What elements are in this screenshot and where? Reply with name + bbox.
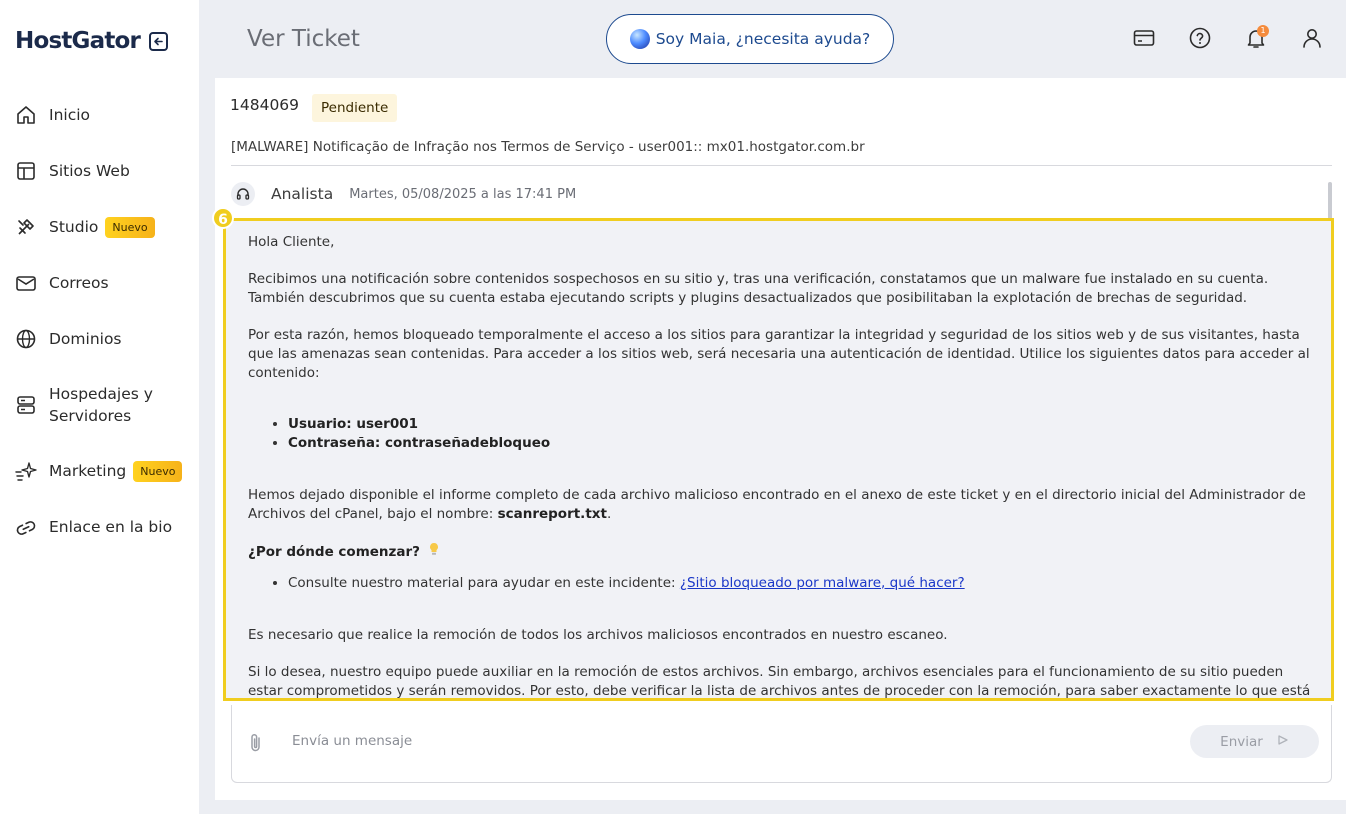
- message-paragraph-3-end: .: [606, 506, 612, 522]
- new-badge: Nuevo: [105, 217, 154, 238]
- send-button[interactable]: [1190, 725, 1319, 758]
- credential-password: [288, 434, 1314, 453]
- sidebar-item-sitios-web[interactable]: [15, 160, 130, 182]
- maia-orb-icon: [630, 29, 650, 49]
- start-heading-text: ¿Por dónde comenzar?: [248, 544, 420, 560]
- collapse-sidebar-button[interactable]: [149, 32, 168, 51]
- credential-password-text: Contraseña: contraseñadebloqueo: [288, 435, 551, 451]
- start-list: [288, 574, 1314, 593]
- sidebar-item-label: Sitios Web: [49, 162, 130, 180]
- home-icon: [15, 104, 37, 126]
- maia-assistant-button[interactable]: [606, 14, 894, 64]
- maia-assistant-label: Soy Maia, ¿necesita ayuda?: [655, 30, 871, 48]
- new-badge: Nuevo: [133, 461, 182, 482]
- sidebar-item-studio[interactable]: [15, 216, 155, 238]
- malware-help-link[interactable]: ¿Sitio bloqueado por malware, qué hacer?: [679, 575, 965, 591]
- user-icon[interactable]: [1299, 25, 1325, 51]
- message-paragraph-2: Por esta razón, hemos bloqueado temporalmente el acceso a los sitios para garantizar la integridad y seguridad de los sitios web y de sus visitantes, hasta que las amenazas sean contenidas. Para acceder a los sitios web, será necesaria una autenticación de identidad. Utilice los siguientes datos para acceder al contenido:: [248, 327, 1310, 381]
- message-paragraph-1-line-1: Recibimos una notificación sobre contenidos sospechosos en su sitio y, tras una verificación, constatamos que un malware fue instalado en su cuenta.: [248, 271, 1269, 287]
- highlight-step-marker: 6: [212, 207, 234, 229]
- ticket-id: 1484069: [230, 96, 300, 114]
- start-item-text: Consulte nuestro material para ayudar en este incidente:: [288, 575, 680, 591]
- send-button-label: Enviar: [1220, 733, 1263, 750]
- sidebar-item-dominios[interactable]: [15, 328, 122, 350]
- sidebar-item-label: Correos: [49, 274, 109, 292]
- design-tools-icon: [15, 216, 37, 238]
- message-body-highlight: [223, 218, 1334, 701]
- notifications-bell-icon[interactable]: [1243, 25, 1269, 51]
- divider: [231, 165, 1332, 166]
- headset-icon: [231, 182, 255, 206]
- message-paragraph-1: [248, 270, 1314, 308]
- page-title: Ver Ticket: [247, 26, 360, 52]
- sidebar-item-label: Studio: [49, 218, 99, 236]
- link-icon: [15, 516, 37, 538]
- lightbulb-icon: [428, 542, 440, 562]
- server-icon: [15, 394, 37, 416]
- credential-user: [288, 415, 1314, 434]
- sidebar-item-label-line2: Servidores: [49, 407, 132, 425]
- message-input[interactable]: [292, 733, 1092, 749]
- message-paragraph-1-line-2: También descubrimos que su cuenta estaba ejecutando scripts y plugins desactualizados que posibilitaban la explotación de brechas de seguridad.: [248, 290, 1248, 306]
- start-list-item: [288, 574, 1314, 593]
- ticket-subject: [MALWARE] Notificação de Infração nos Termos de Serviço - user001:: mx01.hostgator.com.br: [231, 139, 865, 155]
- paperclip-icon[interactable]: [246, 732, 266, 754]
- sidebar-item-inicio[interactable]: [15, 104, 90, 126]
- arrow-left-icon: [153, 36, 164, 47]
- message-header: [231, 182, 576, 206]
- sidebar-item-label-group: [37, 383, 153, 427]
- credential-user-text: Usuario: user001: [288, 416, 419, 432]
- layout-icon: [15, 160, 37, 182]
- message-greeting: Hola Cliente,: [248, 234, 335, 250]
- ticket-card: [215, 78, 1346, 800]
- sidebar-item-label: Dominios: [49, 330, 122, 348]
- sidebar-item-marketing[interactable]: [15, 460, 182, 482]
- logo-row: [15, 28, 168, 54]
- sidebar-item-enlace-bio[interactable]: [15, 516, 172, 538]
- notification-count-badge: 1: [1257, 25, 1269, 37]
- message-paragraph-4: Es necesario que realice la remoción de todos los archivos maliciosos encontrados en nuestro escaneo.: [248, 627, 948, 643]
- billing-card-icon[interactable]: [1131, 25, 1157, 51]
- globe-icon: [15, 328, 37, 350]
- sidebar-item-label: Marketing: [49, 462, 127, 480]
- mail-icon: [15, 272, 37, 294]
- credentials-list: [288, 415, 1314, 453]
- message-paragraph-3-text: Hemos dejado disponible el informe completo de cada archivo malicioso encontrado en el anexo de este ticket y en el directorio inicial del Administrador de Archivos del cPanel, bajo el nombre:: [248, 487, 1306, 522]
- sidebar: [0, 0, 199, 814]
- message-author: Analista: [271, 185, 334, 203]
- sidebar-item-hospedajes[interactable]: [15, 383, 153, 427]
- sidebar-item-label: Enlace en la bio: [49, 518, 173, 536]
- sidebar-item-correos[interactable]: [15, 272, 109, 294]
- message-date: Martes, 05/08/2025 a las 17:41 PM: [349, 186, 577, 202]
- start-heading: [248, 542, 1314, 562]
- message-body: [248, 233, 1314, 701]
- top-header: [199, 0, 1346, 78]
- sparkle-icon: [15, 460, 37, 482]
- help-icon[interactable]: [1187, 25, 1213, 51]
- status-badge: Pendiente: [312, 94, 397, 122]
- send-arrow-icon: [1277, 734, 1289, 749]
- hostgator-logo[interactable]: HostGator: [15, 28, 141, 54]
- sidebar-item-label: Hospedajes y: [49, 385, 153, 403]
- report-filename: scanreport.txt: [497, 506, 607, 522]
- message-paragraph-3: [248, 486, 1314, 524]
- message-composer: [231, 705, 1332, 783]
- message-paragraph-5: Si lo desea, nuestro equipo puede auxiliar en la remoción de estos archivos. Sin embargo, archivos esenciales para el funcionamiento de su sitio pueden estar comprometidos y serán removidos. Por esto, debe verificar la lista de archivos antes de proceder con la remoción, para saber exactamente lo que está: [248, 664, 1311, 699]
- sidebar-item-label: Inicio: [49, 106, 91, 124]
